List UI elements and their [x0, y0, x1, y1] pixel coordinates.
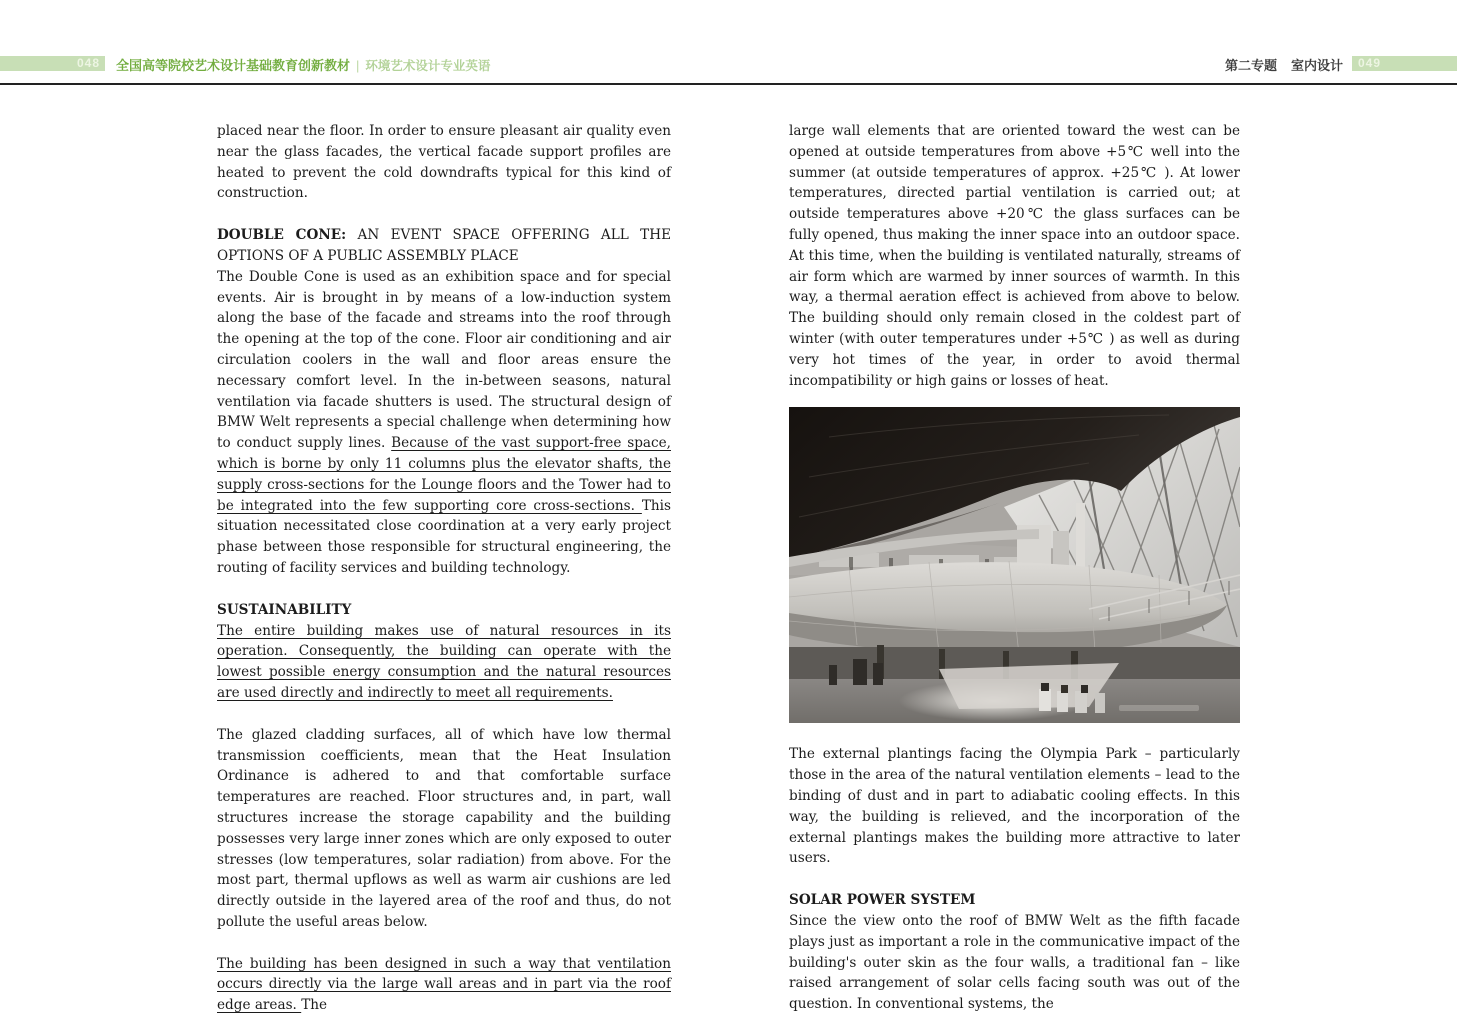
left-header-bar — [0, 56, 105, 71]
glazed-cladding-paragraph: The glazed cladding surfaces, all of which have low thermal transmission coefficients, mean that the Heat Insulation Ordinance is adhered to and that comfortable surface temperatures are reached. Floor structures and, in part, wall structures increase the storage capability and the building possesses very large inner zones which are only exposed to outer stresses (low temperatures, solar radiation) from above. For the most part, thermal upflows as well as warm air cushions are led directly outside in the layered area of the roof and thus, do not pollute the useful areas below. — [217, 726, 671, 930]
double-cone-heading-rest: AN EVENT SPACE OFFERING ALL THE OPTIONS OF A PUBLIC ASSEMBLY PLACE — [217, 227, 672, 264]
double-cone-paragraph-tail: This situation necessitated close coordination at a very early project phase between those responsible for structural engineering, the routing of facility services and building technology. — [217, 497, 671, 576]
left-page-number: 048 — [76, 56, 100, 70]
plantings-paragraph: The external plantings facing the Olympia Park – particularly those in the area of the natural ventilation elements – lead to the binding of dust and in part to adiabatic cooling effects. In this way, the building is relieved, and the incorporation of the external plantings makes the building more attractive to later users. — [789, 746, 1240, 867]
ventilation-design-underlined: The building has been designed in such a way that ventilation occurs directly via the large wall areas and in part via the roof edge areas. — [217, 955, 671, 1014]
ventilation-design-paragraph — [217, 954, 671, 1016]
header-separator: | — [356, 58, 360, 73]
solar-power-paragraph: Since the view onto the roof of BMW Welt as the fifth facade plays just as important a role in the communicative impact of the building's outer skin as the four walls, a traditional fan – like raised arrangement of solar cells facing south was out of the question. In conventional systems, the — [789, 912, 1240, 1013]
header-rule — [0, 83, 1457, 85]
left-header-title — [116, 55, 490, 74]
solar-power-heading: SOLAR POWER SYSTEM — [789, 892, 976, 909]
right-page-number: 049 — [1358, 56, 1382, 70]
double-cone-paragraph — [217, 267, 671, 579]
right-text-column — [789, 121, 1240, 1015]
section-label: 第二专题 — [1224, 58, 1277, 73]
right-header-bar — [1352, 56, 1457, 71]
sustainability-paragraph-underlined: The entire building makes use of natural resources in its operation. Consequently, the building can operate with the lowest possible energy consumption and the natural resources are used directly and indirectly to meet all requirements. — [217, 622, 671, 701]
double-cone-heading-bold: DOUBLE CONE: — [217, 227, 347, 244]
subsection-label: 室内设计 — [1290, 58, 1343, 73]
series-title: 全国高等院校艺术设计基础教育创新教材 — [116, 58, 351, 73]
sustainability-heading: SUSTAINABILITY — [217, 601, 352, 618]
bmw-welt-interior-photo — [789, 407, 1240, 723]
double-cone-heading — [217, 225, 671, 267]
sustainability-paragraph — [217, 621, 671, 704]
wall-elements-paragraph: large wall elements that are oriented toward the west can be opened at outside temperatures from above +5℃ well into the summer (at outside temperatures of approx. +25℃ ). At lower temperatures, directed partial ventilation is carried out; at outside temperatures above +20℃ the glass surfaces can be fully opened, thus making the inner space into an outdoor space. At this time, when the building is ventilated naturally, streams of air form which are warmed by inner sources of warmth. In this way, a thermal aeration effect is achieved from above to below. The building should only remain closed in the coldest part of winter (with outer temperatures under +5℃ ) as well as during very hot times of the year, in order to avoid thermal incompatibility or high gains or losses of heat. — [789, 123, 1240, 389]
left-text-column — [217, 121, 671, 1016]
series-subtitle: 环境艺术设计专业英语 — [365, 59, 491, 73]
double-cone-paragraph-lead: The Double Cone is used as an exhibition space and for special events. Air is brought in by means of a low-induction system along the base of the facade and streams into the roof through the opening at the top of the cone. Floor air conditioning and air circulation coolers in the wall and floor areas ensure the necessary comfort level. In the in-between seasons, natural ventilation via facade shutters is used. The structural design of BMW Welt represents a special challenge when determining how to conduct supply lines. — [217, 268, 671, 452]
double-cone-paragraph-underlined: Because of the vast support-free space, which is borne by only 11 columns plus the elevator shafts, the supply cross-sections for the Lounge floors and the Tower had to be integrated into the few supporting core cross-sections. — [217, 435, 671, 514]
intro-paragraph: placed near the floor. In order to ensure pleasant air quality even near the glass facades, the vertical facade support profiles are heated to prevent the cold downdrafts typical for this kind of construction. — [217, 123, 671, 202]
ventilation-design-tail: The — [301, 997, 328, 1014]
right-header-title — [1225, 55, 1343, 74]
